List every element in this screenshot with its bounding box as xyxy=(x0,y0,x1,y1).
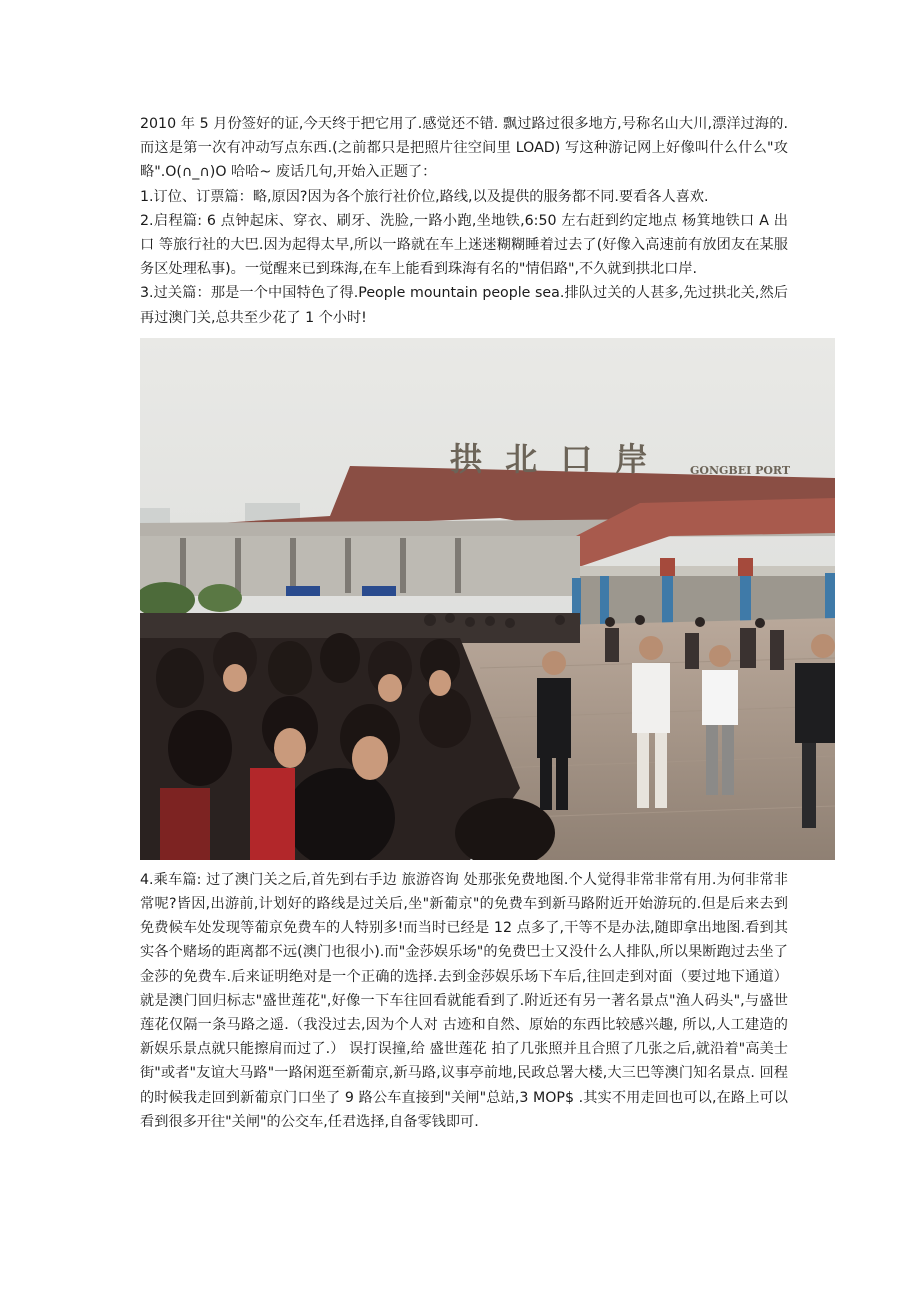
section-transport: 4.乘车篇: 过了澳门关之后,首先到右手边 旅游咨询 处那张免费地图.个人觉得非常非常有用.为何非常非常呢?皆因,出游前,计划好的路线是过关后,坐"新葡京"的免费车到新马路附近开始游玩的.但是后来去到免费候车处发现等葡京免费车的人特别多!而当时已经是 12 点多了,干等不是办法,随即拿出地图.看到其实各个赌场的距离都不远(澳门也很小).而"金莎娱乐场"的免费巴士又没什么人排队,所以果断跑过去坐了金莎的免费车.后来证明绝对是一个正确的选择.去到金莎娱乐场下车后,往回走到对面（要过地下通道）就是澳门回归标志"盛世莲花",好像一下车往回看就能看到了.附近还有另一著名景点"渔人码头",与盛世莲花仅隔一条马路之遥.（我没过去,因为个人对 古迹和自然、原始的东西比较感兴趣, 所以,人工建造的新娱乐景点就只能擦肩而过了.） 误打误撞,给 盛世莲花 拍了几张照并且合照了几张之后,就沿着"高美士街"或者"友谊大马路"一路闲逛至新葡京,新马路,议事亭前地,民政总署大楼,大三巴等澳门知名景点. 回程的时候我走回到新葡京门口坐了 9 路公车直接到"关闸"总站,3 MOP$ .其实不用走回也可以,在路上可以看到很多开往"关闸"的公交车,任君选择,自备零钱即可. xyxy=(140,871,788,1130)
section-booking: 1.订位、订票篇：略,原因?因为各个旅行社价位,路线,以及提供的服务都不同.要看各人喜欢. xyxy=(140,188,709,205)
section-border-crossing: 3.过关篇：那是一个中国特色了得.People mountain people sea.排队过关的人甚多,先过拱北关,然后再过澳门关,总共至少花了 1 个小时! xyxy=(140,285,788,326)
intro-paragraph: 2010 年 5 月份签好的证,今天终于把它用了.感觉还不错. 飘过路过很多地方,号称名山大川,漂洋过海的.而这是第一次有冲动写点东西.(之前都只是把照片往空间里 LOAD) 写这种游记网上好像叫什么什么"攻略".O(∩_∩)O 哈哈~ 废话几句,开始入正题了： xyxy=(140,116,788,181)
document-body xyxy=(140,112,791,1134)
gongbei-port-photo xyxy=(140,338,835,860)
section-departure: 2.启程篇: 6 点钟起床、穿衣、刷牙、洗脸,一路小跑,坐地铁,6:50 左右赶到约定地点 杨箕地铁口 A 出口 等旅行社的大巴.因为起得太早,所以一路就在车上迷迷糊糊睡着过去了(好像入高速前有放团友在某服务区处理私事)。一觉醒来已到珠海,在车上能看到珠海有名的"情侣路",不久就到拱北口岸. xyxy=(140,212,788,278)
sign-chinese: 拱 北 口 岸 xyxy=(450,439,654,478)
sign-english: GONGBEI PORT xyxy=(690,463,791,477)
